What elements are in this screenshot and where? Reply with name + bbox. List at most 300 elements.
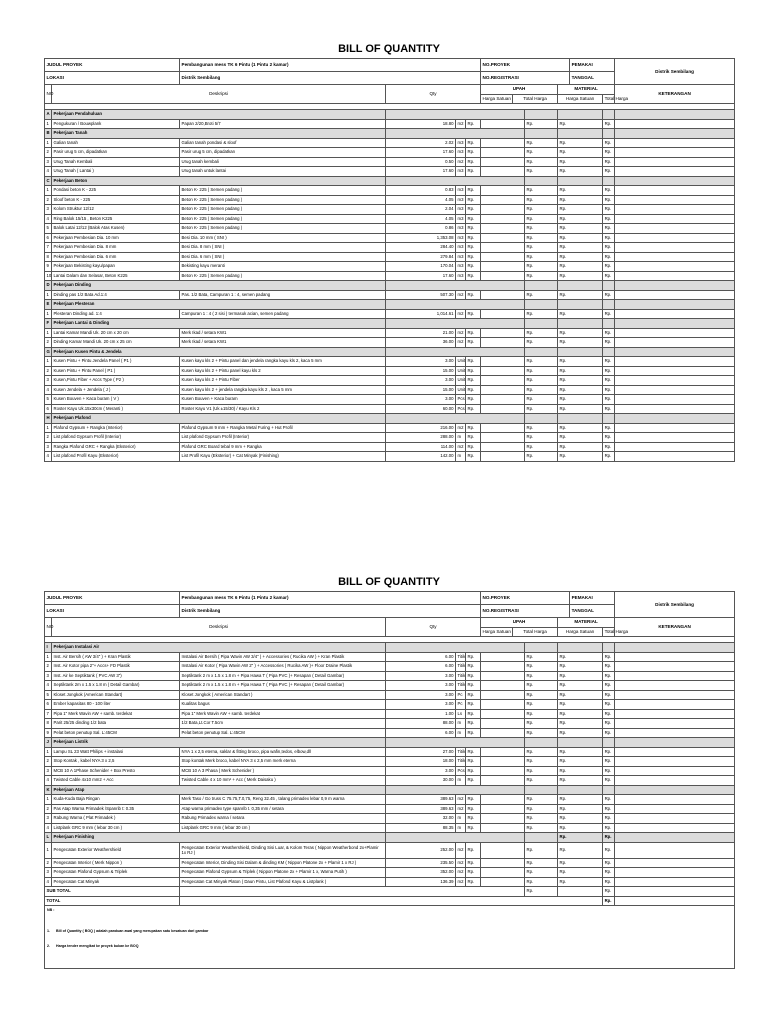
judul-proyek-label: JUDUL PROYEK [45, 59, 180, 72]
item-keterangan [615, 357, 735, 367]
item-keterangan [615, 757, 735, 767]
item-qty: 114.00 [386, 442, 456, 452]
table-row [45, 442, 735, 452]
material-total: Rp. [603, 338, 615, 348]
material-unit-price: Rp. [558, 404, 603, 414]
labor-total: Rp. [525, 195, 558, 205]
item-specification: Pipa 1" Merk Wavin AW + samb. terdekat [180, 709, 386, 719]
item-specification: Bekisting kayu meranti [180, 262, 386, 272]
item-specification: Besi Dia. 10 mm ( SNI ) [180, 233, 386, 243]
table-row [45, 224, 735, 234]
item-keterangan [615, 858, 735, 868]
section-code: B [45, 129, 52, 139]
col-no: NO [45, 85, 52, 104]
item-unit: m2 [456, 309, 466, 319]
item-keterangan [615, 290, 735, 300]
table-row [45, 868, 735, 878]
project-name: Pembangunan mess TK 6 Pintu (1 Pintu 2 kamar) [180, 59, 466, 72]
labor-unit-price: Rp. [466, 766, 481, 776]
item-specification: Kusen kayu kls 2 + Pintu panel dan jendela rangka kayu kls 2, kaca 5 mm [180, 357, 386, 367]
item-no: 2 [45, 433, 52, 443]
item-keterangan [615, 877, 735, 887]
item-unit: m2 [456, 423, 466, 433]
material-unit-price: Rp. [558, 366, 603, 376]
material-unit-price: Rp. [558, 671, 603, 681]
table-row [45, 433, 735, 443]
item-specification: Plafond Gypsum 9 mm + Rangka Metal Furing + Hut Profil [180, 423, 386, 433]
item-no: 1 [45, 328, 52, 338]
section-code: A [45, 110, 52, 120]
item-unit: m3 [456, 262, 466, 272]
item-no: 5 [45, 224, 52, 234]
item-unit: m2 [456, 858, 466, 868]
item-unit: m2 [456, 868, 466, 878]
material-unit-price: Rp. [558, 290, 603, 300]
item-qty: 88.35 [386, 823, 456, 833]
material-total: Rp. [603, 309, 615, 319]
material-unit-price: Rp. [558, 776, 603, 786]
col-material: MATERIAL [558, 85, 615, 95]
item-qty: 2.04 [386, 205, 456, 215]
item-unit: m [456, 814, 466, 824]
labor-total: Rp. [525, 148, 558, 158]
material-unit-price: Rp. [558, 452, 603, 462]
table-row [45, 662, 735, 672]
item-qty: 2.02 [386, 138, 456, 148]
boq-title: BILL OF QUANTITY [338, 43, 440, 55]
item-specification: Beton K- 225 ( Semen padang ) [180, 195, 386, 205]
labor-total: Rp. [525, 186, 558, 196]
item-qty: 507.30 [386, 290, 456, 300]
table-row [45, 328, 735, 338]
item-qty: 216.00 [386, 423, 456, 433]
material-unit-price: Rp. [558, 690, 603, 700]
labor-unit-price: Rp. [466, 338, 481, 348]
item-qty: 21.00 [386, 328, 456, 338]
item-no: 2 [45, 757, 52, 767]
material-unit-price: Rp. [558, 757, 603, 767]
item-qty: 3.00 [386, 395, 456, 405]
labor-unit-price: Rp. [466, 157, 481, 167]
item-description: Pelat beton penutup Sal. L:45CM [52, 728, 180, 738]
item-keterangan [615, 442, 735, 452]
item-description: Kusen Pintu + Pintu Jendela Panel ( P1 ) [52, 357, 180, 367]
labor-unit-price: Rp. [466, 671, 481, 681]
labor-unit-price: Rp. [466, 709, 481, 719]
item-specification: Atap warna primadex type spanrib t. 0,35 mm / setara [180, 804, 386, 814]
item-keterangan [615, 804, 735, 814]
table-row [45, 842, 735, 858]
col-upah-total-harga: Total Harga [513, 627, 558, 637]
labor-total: Rp. [525, 868, 558, 878]
material-total: Rp. [603, 757, 615, 767]
labor-unit-price: Rp. [466, 719, 481, 729]
labor-unit-price: Rp. [466, 395, 481, 405]
item-qty: 0.86 [386, 224, 456, 234]
boq-body-2 [45, 643, 735, 887]
item-keterangan [615, 681, 735, 691]
section-title: Pekerjaan Atap [52, 785, 386, 795]
labor-unit-price: Rp. [466, 404, 481, 414]
labor-unit-price: Rp. [466, 376, 481, 386]
no-proyek-label: NO.PROYEK [481, 592, 570, 605]
item-specification: Beton K- 225 ( Semen padang ) [180, 205, 386, 215]
labor-unit-price: Rp. [466, 433, 481, 443]
labor-total: Rp. [525, 681, 558, 691]
item-description: Kusen Jendela + Jendela ( J ) [52, 385, 180, 395]
item-description: Twisted Cable 4x10 mm2 + Acc [52, 776, 180, 786]
material-total: Rp. [603, 366, 615, 376]
item-keterangan [615, 366, 735, 376]
item-specification: Instalasi Air Kotor ( Pipa Wavin AW 2" ) + Accessories ( Rucika AW )+ Floor Draine Plastik [180, 662, 386, 672]
material-unit-price: Rp. [558, 357, 603, 367]
labor-unit-price: Rp. [466, 858, 481, 868]
section-code: C [45, 176, 52, 186]
item-unit: Unit [456, 357, 466, 367]
labor-unit-price: Rp. [466, 728, 481, 738]
labor-unit-price: Rp. [466, 119, 481, 129]
item-description: Ember kapasitas 80 - 100 liter [52, 700, 180, 710]
tanggal-label: TANGGAL [570, 605, 615, 618]
item-keterangan [615, 671, 735, 681]
labor-total: Rp. [525, 205, 558, 215]
judul-proyek-label: JUDUL PROYEK [45, 592, 180, 605]
item-keterangan [615, 662, 735, 672]
item-specification: Kusen kayu kls 2 + jendela rangka kayu kls 2 , kaca 5 mm [180, 385, 386, 395]
item-no: 7 [45, 243, 52, 253]
item-no: 4 [45, 823, 52, 833]
item-keterangan [615, 404, 735, 414]
item-keterangan [615, 157, 735, 167]
item-no: 1 [45, 119, 52, 129]
material-total: Rp. [603, 262, 615, 272]
item-qty: 6.00 [386, 662, 456, 672]
item-description: Roster Kayu Uk.15x30cm ( Meranti ) [52, 404, 180, 414]
labor-total: Rp. [525, 795, 558, 805]
table-row [45, 700, 735, 710]
col-no: NO [45, 618, 52, 637]
item-qty: 17.60 [386, 167, 456, 177]
item-unit: m2 [456, 795, 466, 805]
item-specification: 1/2 Bata,Lt.Cor T.5cm [180, 719, 386, 729]
item-no: 2 [45, 366, 52, 376]
material-unit-price: Rp. [558, 681, 603, 691]
labor-total: Rp. [525, 652, 558, 662]
col-keterangan: KETERANGAN [615, 85, 735, 104]
labor-total: Rp. [525, 433, 558, 443]
material-unit-price: Rp. [558, 338, 603, 348]
item-no: 4 [45, 167, 52, 177]
item-specification: Plafond GRC Board tebal 9 mm + Rangka [180, 442, 386, 452]
item-qty: 15.00 [386, 366, 456, 376]
item-description: Plafond Gypsum + Rangka (Interior) [52, 423, 180, 433]
item-unit: m3 [456, 224, 466, 234]
item-description: Inst. Air ke Septiktank ( PVC AW 3") [52, 671, 180, 681]
item-unit: Titik [456, 652, 466, 662]
section-code: E [45, 300, 52, 310]
item-qty: 1,353.08 [386, 233, 456, 243]
labor-total: Rp. [525, 252, 558, 262]
table-row [45, 690, 735, 700]
material-unit-price: Rp. [558, 804, 603, 814]
material-total: Rp. [603, 186, 615, 196]
item-unit: Ls [456, 709, 466, 719]
col-material-total-harga: Total Harga [603, 627, 615, 637]
material-total: Rp. [603, 652, 615, 662]
labor-unit-price: Rp. [466, 262, 481, 272]
labor-total: Rp. [525, 376, 558, 386]
item-keterangan [615, 433, 735, 443]
table-row [45, 452, 735, 462]
item-unit: m3 [456, 138, 466, 148]
labor-total: Rp. [525, 700, 558, 710]
section-title: Pekerjaan Plafond [52, 414, 386, 424]
item-specification: Kualitas bagus [180, 700, 386, 710]
labor-unit-price: Rp. [466, 186, 481, 196]
item-no: 2 [45, 338, 52, 348]
item-unit: m [456, 728, 466, 738]
item-unit: m2 [456, 338, 466, 348]
item-description: Stop Kontak , kabel NYA 3 x 2,5 [52, 757, 180, 767]
item-qty: 1.00 [386, 709, 456, 719]
item-keterangan [615, 452, 735, 462]
item-description: Balok Latai 12/12 (Balok Atas Kusen) [52, 224, 180, 234]
section-row [45, 414, 735, 424]
col-material: MATERIAL [558, 618, 615, 628]
labor-total: Rp. [525, 858, 558, 868]
item-no: 1 [45, 795, 52, 805]
item-keterangan [615, 700, 735, 710]
item-unit: Pcs [456, 395, 466, 405]
col-material-harga-satuan: Harga Satuan [558, 94, 603, 104]
item-specification: Kusen kayu kls 2 + Pintu Fiber [180, 376, 386, 386]
item-keterangan [615, 328, 735, 338]
item-description: Pengecatan Interior ( Merk Nippon ) [52, 858, 180, 868]
labor-unit-price: Rp. [466, 205, 481, 215]
item-keterangan [615, 167, 735, 177]
labor-unit-price: Rp. [466, 148, 481, 158]
section-code: H [45, 414, 52, 424]
item-unit: m2 [456, 842, 466, 858]
material-total: Rp. [603, 833, 615, 843]
material-total: Rp. [603, 858, 615, 868]
material-total: Rp. [603, 395, 615, 405]
labor-total: Rp. [525, 423, 558, 433]
item-qty: 352.00 [386, 868, 456, 878]
item-unit: m2 [456, 157, 466, 167]
item-description: Inst. Air Kotor pipa 2"+ Accs+ FD Plastik [52, 662, 180, 672]
labor-total: Rp. [525, 766, 558, 776]
labor-total: Rp. [525, 233, 558, 243]
labor-unit-price: Rp. [466, 214, 481, 224]
item-no: 7 [45, 709, 52, 719]
item-unit: m3 [456, 186, 466, 196]
item-unit: m [456, 433, 466, 443]
pemakai-label: PEMAKAI [570, 59, 615, 72]
labor-unit-price: Rp. [466, 776, 481, 786]
material-total: Rp. [603, 224, 615, 234]
labor-total: Rp. [525, 328, 558, 338]
col-upah-harga-satuan: Harga Satuan [481, 94, 513, 104]
section-row [45, 319, 735, 329]
item-description: Listplank GRC 9 mm ( lebar 30 cm ) [52, 823, 180, 833]
item-specification: Beton K- 225 ( Semen padang ) [180, 186, 386, 196]
labor-unit-price: Rp. [466, 662, 481, 672]
table-row [45, 138, 735, 148]
labor-total: Rp. [525, 709, 558, 719]
item-description: MCB 10 A 1Phase Schenider + Box Presto [52, 766, 180, 776]
item-no: 3 [45, 442, 52, 452]
item-unit: m2 [456, 328, 466, 338]
item-specification: Pas. 1/2 Bata, Campuran 1 : 4, semen padang [180, 290, 386, 300]
item-unit: Titik [456, 747, 466, 757]
material-total: Rp. [603, 357, 615, 367]
table-row [45, 795, 735, 805]
item-unit: Titik [456, 662, 466, 672]
labor-unit-price: Rp. [466, 233, 481, 243]
material-unit-price: Rp. [558, 195, 603, 205]
section-row [45, 300, 735, 310]
material-unit-price: Rp. [558, 833, 603, 843]
labor-unit-price: Rp. [466, 795, 481, 805]
item-description: Pipa 1" Merk Wavin AW + samb. terdekat [52, 709, 180, 719]
item-unit: m [456, 719, 466, 729]
item-no: 3 [45, 766, 52, 776]
tanggal-label: TANGGAL [570, 72, 615, 85]
section-title: Pekerjaan Lantai & Dinding [52, 319, 386, 329]
item-unit: m3 [456, 148, 466, 158]
item-qty: 15.00 [386, 385, 456, 395]
item-no: 1 [45, 842, 52, 858]
item-specification: Pengecatan Exterior Weathershield, Dinding Sisi Luar, & Kolom Teras ( Nippon Weatherbond 2x+Plamir 1x RJ ) [180, 842, 386, 858]
item-specification: MCB 10 A 3 Phasa ( Merk Schenider ) [180, 766, 386, 776]
table-row [45, 376, 735, 386]
item-no: 2 [45, 148, 52, 158]
section-title: Pekerjaan Finishing [52, 833, 386, 843]
section-title: Pekerjaan Instalasi Air [52, 643, 386, 653]
labor-total: Rp. [525, 823, 558, 833]
item-qty: 3.00 [386, 376, 456, 386]
material-total: Rp. [603, 205, 615, 215]
labor-unit-price: Rp. [466, 700, 481, 710]
material-unit-price: Rp. [558, 205, 603, 215]
item-description: Dinding Kamar Mandi Uk. 20 cm x 25 cm [52, 338, 180, 348]
labor-unit-price: Rp. [466, 167, 481, 177]
item-unit: m [456, 776, 466, 786]
material-total: Rp. [603, 167, 615, 177]
material-total: Rp. [603, 119, 615, 129]
item-description: Galian tanah [52, 138, 180, 148]
item-no: 4 [45, 452, 52, 462]
section-title: Pekerjaan Dinding [52, 281, 386, 291]
item-keterangan [615, 795, 735, 805]
item-unit: Pc [456, 690, 466, 700]
item-description: Kusen Bouven + Kaca buram ( V ) [52, 395, 180, 405]
section-title: Pekerjaan Pendahuluan [52, 110, 386, 120]
labor-total: Rp. [525, 776, 558, 786]
col-upah: UPAH [481, 618, 558, 628]
item-qty: 0.50 [386, 157, 456, 167]
labor-total: Rp. [525, 157, 558, 167]
item-unit: m2 [456, 877, 466, 887]
labor-total: Rp. [525, 262, 558, 272]
item-qty: 3.00 [386, 700, 456, 710]
col-qty: Qty [386, 85, 481, 104]
item-qty: 4.05 [386, 214, 456, 224]
material-unit-price: Rp. [558, 167, 603, 177]
item-description: Septiktank 2m x 1.5 x 1.8 m ( Detail Gambar) [52, 681, 180, 691]
table-row [45, 747, 735, 757]
item-no: 9 [45, 728, 52, 738]
section-code: D [45, 281, 52, 291]
item-no: 5 [45, 690, 52, 700]
table-row [45, 709, 735, 719]
section-row [45, 110, 735, 120]
table-row [45, 395, 735, 405]
item-description: Sloof beton K - 225 [52, 195, 180, 205]
section-row [45, 785, 735, 795]
item-keterangan [615, 224, 735, 234]
col-keterangan: KETERANGAN [615, 618, 735, 637]
material-unit-price: Rp. [558, 728, 603, 738]
item-no: 1 [45, 423, 52, 433]
item-specification: Listplank GRC 9 mm ( lebar 30 cm ) [180, 823, 386, 833]
labor-total: Rp. [525, 119, 558, 129]
material-total: Rp. [603, 804, 615, 814]
material-total: Rp. [603, 452, 615, 462]
note-1: 1. Bill of Quantity ( BOQ ) adalah panduan awal yang merupakan satu kesatuan dari gambar [47, 929, 209, 933]
material-unit-price: Rp. [558, 747, 603, 757]
material-total: Rp. [603, 700, 615, 710]
material-unit-price: Rp. [558, 119, 603, 129]
item-keterangan [615, 385, 735, 395]
col-deskripsi: Deskripsi [52, 618, 386, 637]
item-description: Urug Tanah ( Lantai ) [52, 167, 180, 177]
labor-unit-price: Rp. [466, 195, 481, 205]
material-unit-price: Rp. [558, 328, 603, 338]
material-total: Rp. [603, 766, 615, 776]
item-no: 3 [45, 157, 52, 167]
item-description: Kusen,Pintu Fiber + Accs Type ( P2 ) [52, 376, 180, 386]
material-total: Rp. [603, 662, 615, 672]
item-description: List plafond Gypsum Profil (Interior) [52, 433, 180, 443]
material-total: Rp. [603, 795, 615, 805]
material-unit-price: Rp. [558, 214, 603, 224]
item-no: 1 [45, 309, 52, 319]
item-no: 3 [45, 868, 52, 878]
material-unit-price: Rp. [558, 814, 603, 824]
material-total: Rp. [603, 148, 615, 158]
item-keterangan [615, 868, 735, 878]
labor-total: Rp. [525, 719, 558, 729]
material-unit-price: Rp. [558, 868, 603, 878]
subtotal-label: SUB TOTAL [45, 887, 180, 897]
labor-unit-price: Rp. [466, 252, 481, 262]
item-keterangan [615, 719, 735, 729]
item-unit: Titik [456, 757, 466, 767]
item-keterangan [615, 423, 735, 433]
item-qty: 0.83 [386, 186, 456, 196]
item-specification: Merk Taso / Go truss C 75.75,T.0,75, Reng 32.45 , talang primadex lebar 0,9 m warna [180, 795, 386, 805]
table-row [45, 823, 735, 833]
item-specification: Beton K- 225 ( Semen padang ) [180, 224, 386, 234]
table-row [45, 423, 735, 433]
labor-total: Rp. [525, 395, 558, 405]
item-description: Pengecatan Plafond Gypsum & Triplek [52, 868, 180, 878]
item-description: Rangka Plafond GRC + Rangka (Eksterior) [52, 442, 180, 452]
item-specification: Urug tanah kembali [180, 157, 386, 167]
item-qty: 279.84 [386, 252, 456, 262]
